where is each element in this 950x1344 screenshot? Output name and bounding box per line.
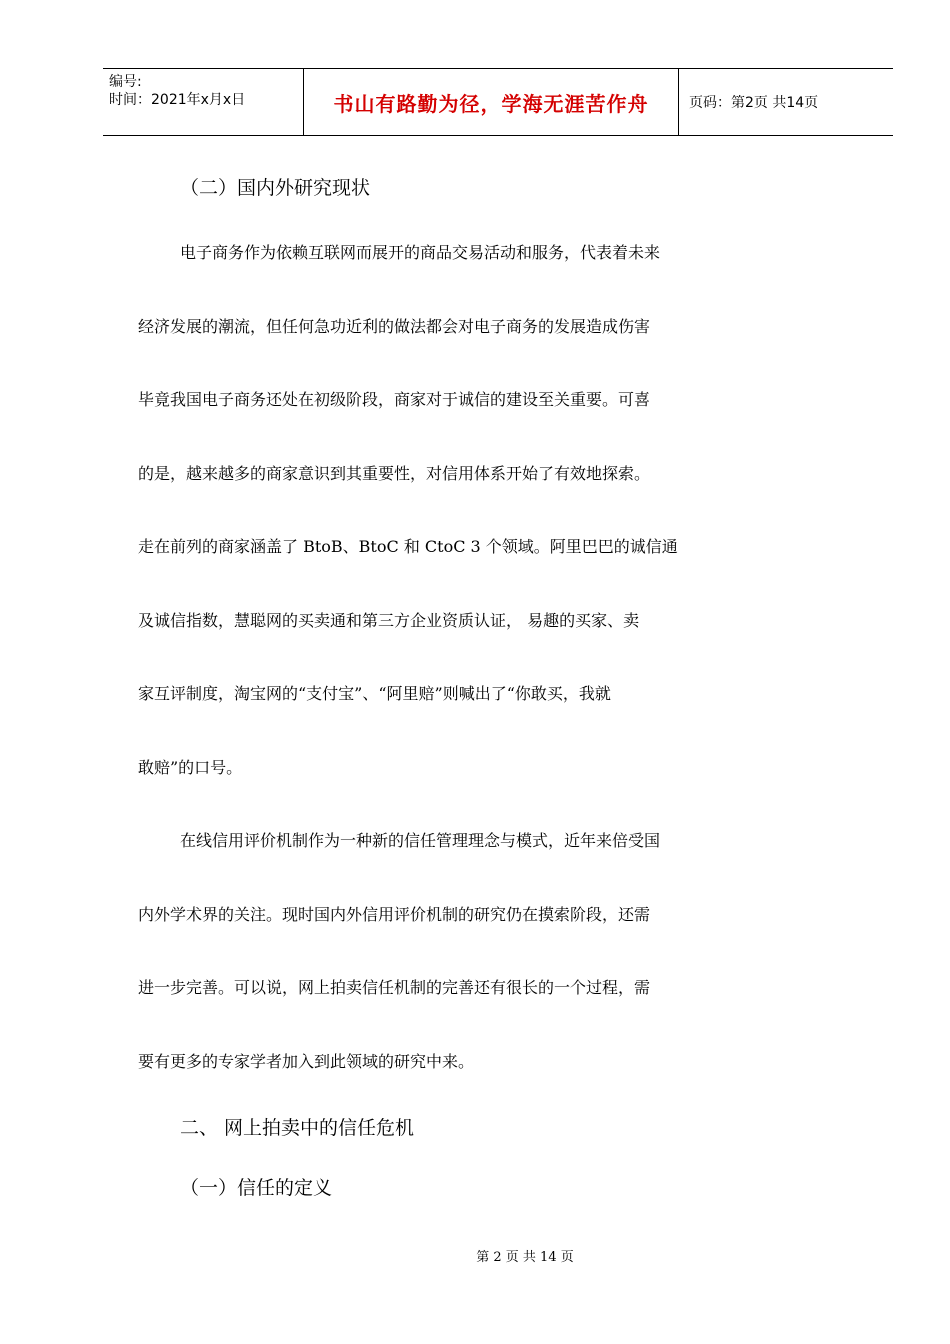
- paragraph-line: 进一步完善。可以说，网上拍卖信任机制的完善还有很长的一个过程，需: [138, 978, 651, 997]
- section-heading-trust-crisis: 二、 网上拍卖中的信任危机: [180, 1117, 415, 1139]
- paragraph-line: 要有更多的专家学者加入到此领域的研究中来。: [138, 1051, 475, 1071]
- header-motto: 书山有路勤为径，学海无涯苦作舟: [304, 69, 679, 135]
- paragraph-line: 及诚信指数，慧聪网的买卖通和第三方企业资质认证， 易趣的买家、卖: [138, 610, 640, 630]
- document-body: [138, 160, 858, 1218]
- paragraph-line: 内外学术界的关注。现时国内外信用评价机制的研究仍在摸索阶段，还需: [138, 904, 651, 924]
- paragraph-line: 敢赔”的口号。: [138, 757, 243, 777]
- paragraph-line: 经济发展的潮流，但任何急功近利的做法都会对电子商务的发展造成伤害: [138, 316, 651, 336]
- paragraph-line: 毕竟我国电子商务还处在初级阶段，商家对于诚信的建设至关重要。可喜: [138, 390, 651, 409]
- header-time-label: 时间：2021年x月x日: [109, 92, 246, 108]
- header-number-label: 编号:: [109, 74, 142, 90]
- paragraph-line: 家互评制度，淘宝网的“支付宝”、“阿里赔”则喊出了“你敢买，我就: [138, 684, 611, 703]
- paragraph-credit-evaluation: [138, 804, 858, 1098]
- paragraph-line: 的是，越来越多的商家意识到其重要性，对信用体系开始了有效地探索。: [138, 463, 651, 483]
- section-heading-trust-definition: （一）信任的定义: [180, 1177, 333, 1199]
- paragraph-line: 在线信用评价机制作为一种新的信任管理理念与模式，近年来倍受国: [180, 831, 661, 850]
- paragraph-line: 电子商务作为依赖互联网而展开的商品交易活动和服务，代表着未来: [180, 243, 661, 262]
- section-heading-domestic-foreign-research: （二）国内外研究现状: [180, 177, 371, 199]
- paragraph-ecommerce: [138, 216, 858, 804]
- page-header: [103, 68, 893, 136]
- page-footer: 第 2 页 共 14 页: [476, 1250, 574, 1265]
- paragraph-line: 走在前列的商家涵盖了 BtoB、BtoC 和 CtoC 3 个领域。阿里巴巴的诚信通: [138, 537, 678, 556]
- header-meta: [103, 69, 304, 135]
- header-page-info: 页码：第2页 共14页: [689, 95, 819, 111]
